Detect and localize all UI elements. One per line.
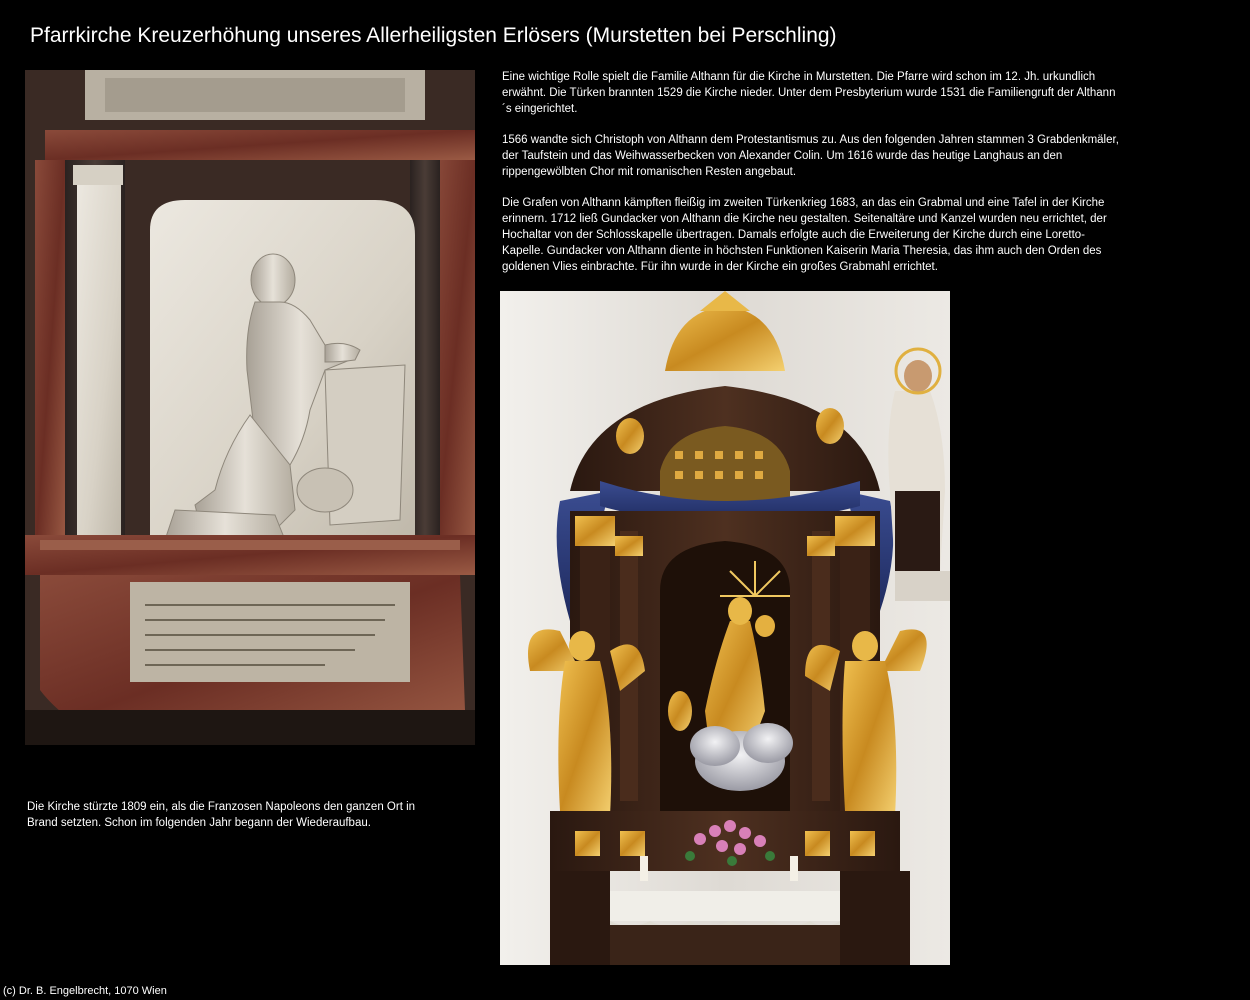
photo-caption: Die Kirche stürzte 1809 ein, als die Franzosen Napoleons den ganzen Ort in Brand setzten. Schon im folgenden Jahr begann der Wiederaufbau. (27, 801, 416, 829)
article-paragraph: Eine wichtige Rolle spielt die Familie Althann für die Kirche in Murstetten. Die Pfarre wird schon im 12. Jh. urkundlich erwähnt. Die Türken brannten 1529 die Kirche nieder. Unter dem Presbyterium wurde 1531 die Familiengruft der Althann´s eingerichtet. (502, 71, 1116, 115)
copyright-footer: (c) Dr. B. Engelbrecht, 1070 Wien (3, 985, 167, 997)
article-paragraph: Die Grafen von Althann kämpften fleißig im zweiten Türkenkrieg 1683, an das ein Grabmal und eine Tafel in der Kirche erinnern. 1712 ließ Gundacker von Althann die Kirche neu gestalten. Seitenaltäre und Kanzel wurden neu errichtet, der Hochaltar von der Schlosskapelle übertragen. Damals erfolgte auch die Erweiterung der Kirche durch eine Loretto-Kapelle. Gundacker von Althann diente in höchsten Funktionen Kaiserin Maria Theresia, das ihm auch den Orden des goldenen Vlies einbrachte. Für ihn wurde in der Kirche ein großes Grabmahl errichtet. (502, 197, 1107, 273)
epitaph-relief-photo[interactable] (25, 70, 475, 745)
page-title: Pfarrkirche Kreuzerhöhung unseres Allerheiligsten Erlösers (Murstetten bei Perschling) (30, 24, 837, 47)
article-text (502, 70, 1122, 291)
high-altar-photo[interactable] (500, 291, 950, 965)
article-paragraph: 1566 wandte sich Christoph von Althann dem Protestantismus zu. Aus den folgenden Jahren stammen 3 Grabdenkmäler, der Taufstein und das Weihwasserbecken von Alexander Colin. Um 1616 wurde das heutige Langhaus an den rippengewölbten Chor mit romanischen Resten angebaut. (502, 134, 1119, 178)
